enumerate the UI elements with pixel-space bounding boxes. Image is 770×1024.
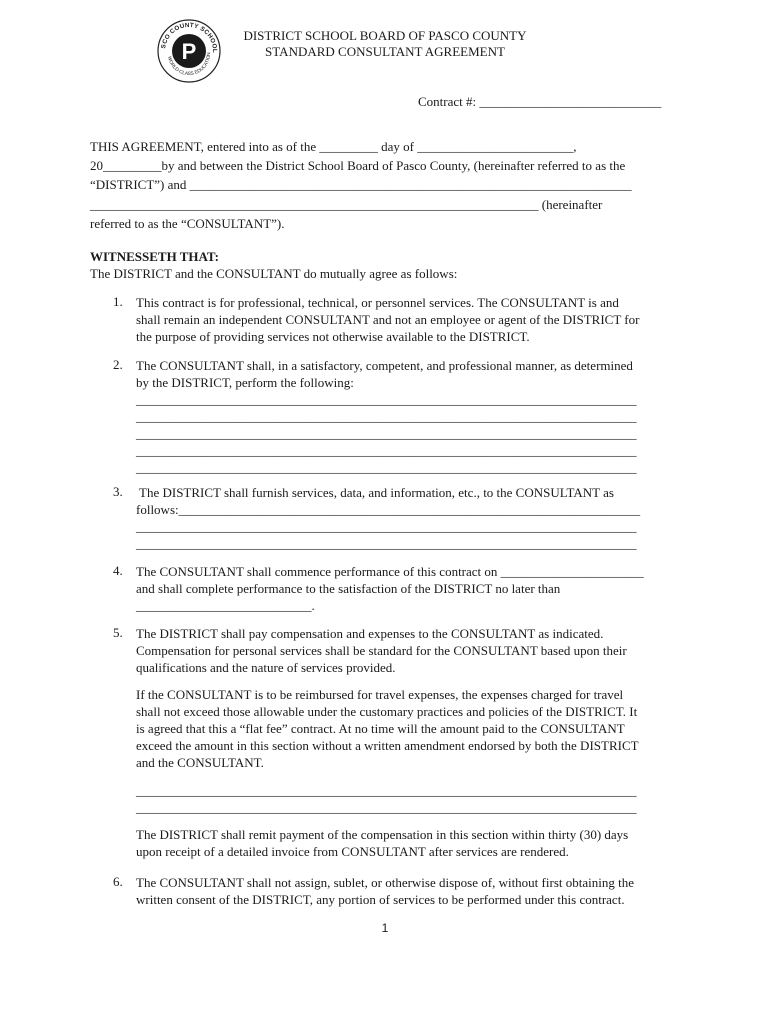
item-number: 3. bbox=[113, 484, 123, 499]
clause-line: This contract is for professional, technical, or personnel services. The CONSULTANT is and bbox=[136, 295, 619, 310]
witnesseth-text: The DISTRICT and the CONSULTANT do mutually agree as follows: bbox=[90, 266, 458, 281]
clause-5 bbox=[136, 625, 681, 676]
witnesseth-section bbox=[90, 248, 457, 282]
clause-line: and the CONSULTANT. bbox=[136, 755, 264, 770]
item-number: 6. bbox=[113, 874, 123, 889]
blank-line: _____________________________________________________________________________ bbox=[136, 392, 637, 407]
clause-line: written consent of the DISTRICT, any portion of services to be performed under this contract. bbox=[136, 892, 625, 907]
intro-line: referred to as the “CONSULTANT”). bbox=[90, 215, 285, 231]
header-line-2: STANDARD CONSULTANT AGREEMENT bbox=[265, 44, 505, 59]
clause-5-blanks bbox=[136, 782, 681, 816]
contract-number-field: Contract #: ____________________________ bbox=[418, 94, 662, 109]
document-header bbox=[200, 28, 570, 60]
item-number: 1. bbox=[113, 294, 123, 309]
clause-line: The CONSULTANT shall not assign, sublet, or otherwise dispose of, without first obtaining the bbox=[136, 875, 634, 890]
clause-1 bbox=[136, 294, 681, 345]
logo-emblem-letter: P bbox=[181, 39, 197, 64]
clause-6 bbox=[136, 874, 681, 908]
intro-line: “DISTRICT”) and ____________________________________________________________________ bbox=[90, 177, 632, 193]
intro-line: THIS AGREEMENT, entered into as of the _________ day of ________________________, bbox=[90, 139, 577, 154]
clause-line: The DISTRICT shall furnish services, data, and information, etc., to the CONSULTANT as bbox=[136, 485, 614, 500]
clause-line: The CONSULTANT shall, in a satisfactory, competent, and professional manner, as determined bbox=[136, 358, 633, 373]
clause-2 bbox=[136, 357, 681, 476]
clause-line: The DISTRICT shall remit payment of the compensation in this section within thirty (30) days bbox=[136, 827, 629, 842]
clause-line: shall not exceed those allowable under the customary practices and policies of the DISTRICT. It bbox=[136, 704, 638, 719]
page-number: 1 bbox=[381, 921, 389, 935]
clause-line: is agreed that this a “flat fee” contract. At no time will the amount paid to the CONSULTANT bbox=[136, 721, 625, 736]
clause-line: ___________________________. bbox=[136, 598, 315, 613]
clause-line: shall remain an independent CONSULTANT and not an employee or agent of the DISTRICT for bbox=[136, 312, 640, 327]
witnesseth-title: WITNESSETH THAT: bbox=[90, 249, 219, 264]
intro-line: 20_________by and between the District School Board of Pasco County, (hereinafter referred to as the bbox=[90, 158, 626, 174]
logo-ring-top-text: SCO COUNTY SCHOOL bbox=[160, 21, 219, 54]
header-line-1: DISTRICT SCHOOL BOARD OF PASCO COUNTY bbox=[243, 28, 527, 43]
clause-line: and shall complete performance to the satisfaction of the DISTRICT no later than bbox=[136, 581, 561, 596]
item-number: 2. bbox=[113, 357, 123, 372]
item-number: 5. bbox=[113, 625, 123, 640]
clause-line: If the CONSULTANT is to be reimbursed for travel expenses, the expenses charged for travel bbox=[136, 687, 624, 702]
blank-line: _____________________________________________________________________________ bbox=[136, 443, 637, 458]
clause-line: by the DISTRICT, perform the following: bbox=[136, 375, 354, 390]
item-number: 4. bbox=[113, 563, 123, 578]
clause-5-travel-paragraph bbox=[136, 686, 681, 771]
clause-line: exceed the amount in this section without a written amendment endorsed by both the DISTRICT bbox=[136, 738, 639, 753]
clause-line: The DISTRICT shall pay compensation and expenses to the CONSULTANT as indicated. bbox=[136, 626, 604, 641]
clause-3 bbox=[136, 484, 681, 552]
clause-line: the purpose of providing services not otherwise available to the DISTRICT. bbox=[136, 329, 530, 344]
blank-line: _____________________________________________________________________________ bbox=[136, 460, 637, 475]
intro-line: _____________________________________________________________________ (hereinafter bbox=[90, 196, 603, 212]
blank-line: _____________________________________________________________________________ bbox=[136, 783, 637, 798]
clause-4 bbox=[136, 563, 681, 614]
blank-line: _____________________________________________________________________________ bbox=[136, 426, 637, 441]
clause-line: qualifications and the nature of services provided. bbox=[136, 660, 396, 675]
clause-line: upon receipt of a detailed invoice from CONSULTANT after services are rendered. bbox=[136, 844, 569, 859]
clause-line: The CONSULTANT shall commence performance of this contract on ______________________ bbox=[136, 564, 644, 579]
clause-line: follows:_______________________________________________________________________ bbox=[136, 502, 641, 517]
blank-line: _____________________________________________________________________________ bbox=[136, 536, 637, 551]
intro-paragraph bbox=[90, 137, 680, 233]
clause-5-payment-paragraph bbox=[136, 826, 681, 860]
clause-line: Compensation for personal services shall be standard for the CONSULTANT based upon their bbox=[136, 643, 627, 658]
blank-line: _____________________________________________________________________________ bbox=[136, 409, 637, 424]
blank-line: _____________________________________________________________________________ bbox=[136, 800, 637, 815]
blank-line: _____________________________________________________________________________ bbox=[136, 519, 637, 534]
logo-ring-bottom-text: WORLD-CLASS EDUCATION bbox=[166, 52, 213, 78]
